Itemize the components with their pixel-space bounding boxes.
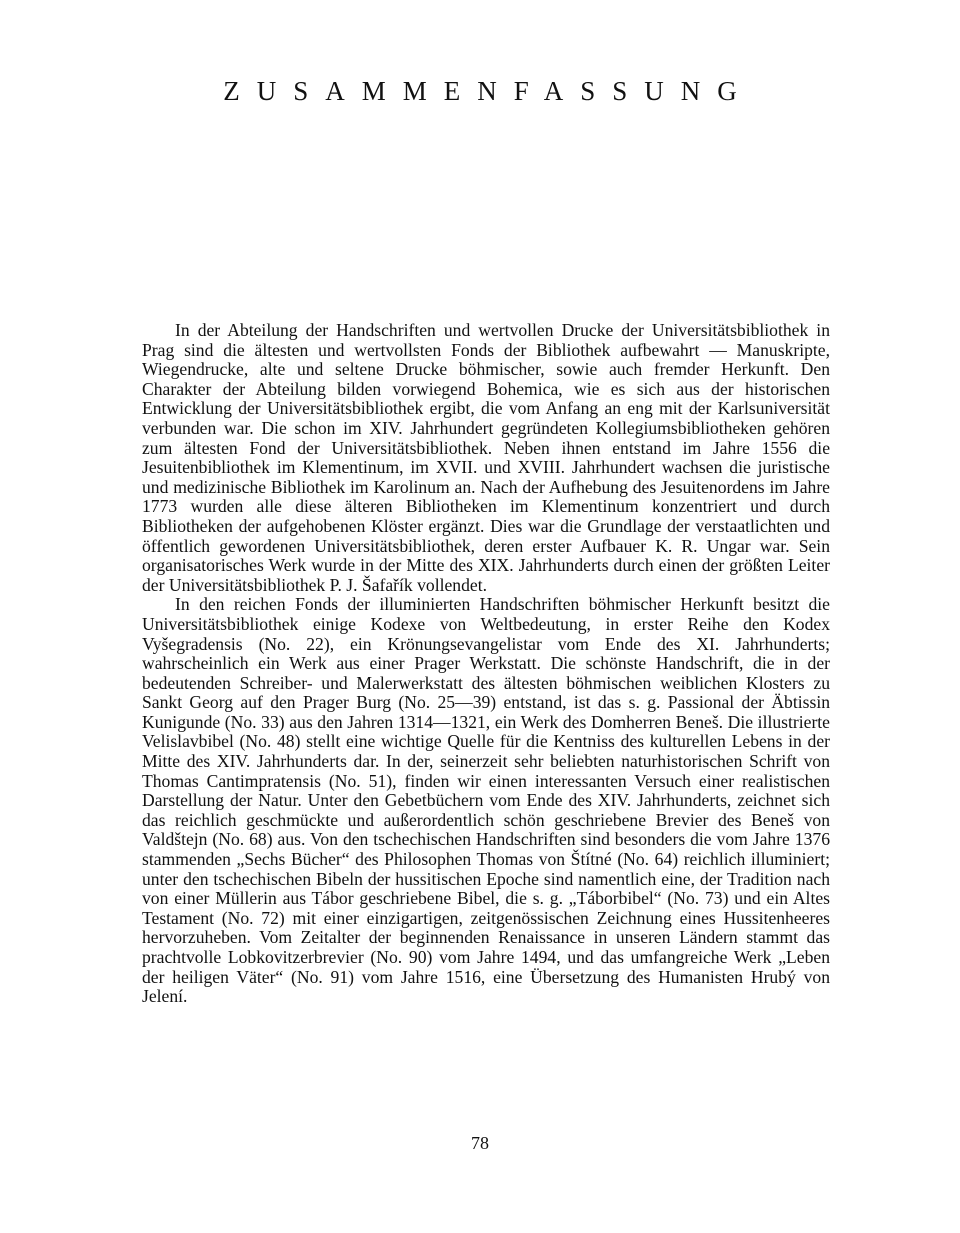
page-title: ZUSAMMENFASSUNG <box>223 76 754 106</box>
page-number: 78 <box>471 1133 489 1153</box>
body-text <box>142 321 830 1007</box>
paragraph-2: In den reichen Fonds der illuminierten Handschriften böhmischer Herkunft besitzt die Universitätsbibliothek einige Kodexe von Weltbedeutung, in erster Reihe den Kodex Vyšegradensis (No. 22), ein Krönungsevangelistar vom Ende des XI. Jahrhunderts; wahrscheinlich ein Werk aus einer Prager Werkstatt. Die schönste Handschrift, die in der bedeutenden Schreiber- und Malerwerkstatt des ältesten böhmischen weiblichen Klosters zu Sankt Georg auf den Prager Burg (No. 25—39) entstand, ist das s. g. Passional der Äbtissin Kunigunde (No. 33) aus den Jahren 1314—1321, ein Werk des Domherren Beneš. Die illustrierte Velislavbibel (No. 48) stellt eine wichtige Quelle für die Kentniss des kulturellen Lebens in der Mitte des XIV. Jahrhunderts dar. In der, seinerzeit sehr beliebten naturhistorischen Schrift von Thomas Cantimpratensis (No. 51), finden wir einen interessanten Versuch einer realistischen Darstellung der Natur. Unter den Gebetbüchern vom Ende des XIV. Jahrhunderts, zeichnet sich das reichlich geschmückte und außerordentlich schön geschriebene Brevier des Beneš von Valdštejn (No. 68) aus. Von den tschechischen Handschriften sind besonders die vom Jahre 1376 stammenden „Sechs Bücher“ des Philosophen Thomas von Štítné (No. 64) reichlich illuminiert; unter den tschechischen Bibeln der hussitischen Epoche sind namentlich eine, der Tradition nach von einer Müllerin aus Tábor geschriebene Bibel, die s. g. „Táborbibel“ (No. 73) und ein Altes Testament (No. 72) mit einer einzigartigen, zeitgenössischen Zeichnung eines Hussitenheeres hervorzuheben. Vom Zeitalter der beginnenden Renaissance in unseren Ländern stammt das prachtvolle Lobkovitzerbrevier (No. 90) vom Jahre 1494, und das umfangreiche Werk „Leben der heiligen Väter“ (No. 91) vom Jahre 1516, eine Übersetzung des Humanisten Hrubý von Jelení. <box>142 594 830 1007</box>
paragraph-1: In der Abteilung der Handschriften und wertvollen Drucke der Universitätsbibliothek in Prag sind die ältesten und wertvollsten Fonds der Bibliothek aufbewahrt — Manuskripte, Wiegendrucke, alte und seltene Drucke böhmischer, sowie auch fremder Herkunft. Den Charakter der Abteilung bilden vorwiegend Bohemica, wie es sich aus der historischen Entwicklung der Universitätsbibliothek ergibt, die vom Anfang an eng mit der Karlsuniversität verbunden war. Die schon im XIV. Jahrhundert gegründeten Kollegiumsbibliotheken gehören zum ältesten Fond der Universitätsbibliothek. Neben ihnen entstand im Jahre 1556 die Jesuitenbibliothek im Klementinum, im XVII. und XVIII. Jahrhundert wachsen die juristische und medizinische Bibliothek im Karolinum an. Nach der Aufhebung des Jesuitenordens im Jahre 1773 wurden alle diese älteren Bibliotheken im Klementinum konzentriert und durch Bibliotheken der aufgehobenen Klöster ergänzt. Dies war die Grundlage der verstaatlichten und öffentlich gewordenen Universitätsbibliothek, deren erster Aufbauer K. R. Ungar war. Sein organisatorisches Werk wurde in der Mitte des XIX. Jahrhunderts durch einen der größten Leiter der Universitätsbibliothek P. J. Šafařík vollendet. <box>142 320 830 595</box>
